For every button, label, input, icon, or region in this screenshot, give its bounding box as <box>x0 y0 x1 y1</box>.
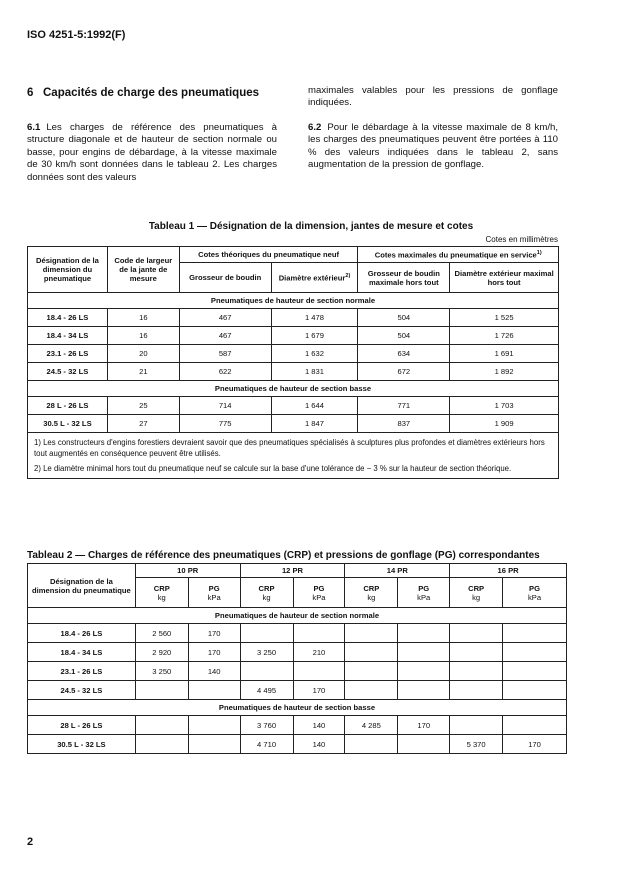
table1-rows-normal <box>28 309 559 381</box>
table1 <box>27 246 559 479</box>
paragraph-6-2 <box>308 122 558 172</box>
pg-header <box>503 578 567 608</box>
table-cell: 672 <box>358 363 450 381</box>
pg-header <box>293 578 345 608</box>
row-designation: 24.5 - 32 LS <box>28 681 136 700</box>
crp-header-unit: kg <box>472 592 481 602</box>
table1-sub-diameter-text: Diamètre extérieur <box>278 273 346 283</box>
paragraph-6-1-continued: maximales valables pour les pressions de gonflage indiquées. <box>308 85 558 109</box>
pg-header <box>398 578 450 608</box>
table-cell: 1 726 <box>450 327 559 345</box>
table-cell <box>398 681 450 700</box>
table-cell: 837 <box>358 415 450 433</box>
table1-section-low: Pneumatiques de hauteur de section basse <box>28 381 559 397</box>
row-designation: 28 L - 26 LS <box>28 716 136 735</box>
table-cell: 622 <box>179 363 271 381</box>
table-cell <box>398 624 450 643</box>
row-designation: 28 L - 26 LS <box>28 397 108 415</box>
table-cell: 504 <box>358 309 450 327</box>
table-cell <box>345 735 398 754</box>
table-cell <box>188 681 240 700</box>
paragraph-6-1-text: Les charges de référence des pneumatiques à structure diagonale et de hauteur de section normale ou basse, pour engins de débardage, à la vitesse maximale de 30 km/h sont données dans le tableau 2. Les charges données sont des valeurs <box>27 122 277 183</box>
table-cell: 140 <box>293 735 345 754</box>
table-cell: 4 285 <box>345 716 398 735</box>
pg-header-unit: kPa <box>207 592 221 602</box>
table1-sub-width-max: Grosseur de boudin maximale hors tout <box>358 263 450 293</box>
table1-group-service <box>358 247 559 263</box>
row-designation: 23.1 - 26 LS <box>28 662 136 681</box>
table1-section-normal: Pneumatiques de hauteur de section normale <box>28 293 559 309</box>
table2-group-12pr: 12 PR <box>240 564 345 578</box>
crp-header-label: CRP <box>153 583 170 593</box>
table-cell: 170 <box>188 643 240 662</box>
pg-header-label: PG <box>529 583 541 593</box>
table-cell <box>345 624 398 643</box>
row-designation: 24.5 - 32 LS <box>28 363 108 381</box>
table-cell: 634 <box>358 345 450 363</box>
section-title <box>27 87 259 99</box>
pg-header-unit: kPa <box>417 592 431 602</box>
table1-group-service-footnote: 1) <box>536 249 542 256</box>
table1-sub-diameter-max: Diamètre extérieur maximal hors tout <box>450 263 559 293</box>
table-cell <box>240 624 293 643</box>
table2-rows-low <box>28 716 567 754</box>
table-cell <box>450 643 503 662</box>
table1-col-rim: Code de largeur de la jante de mesure <box>107 247 179 293</box>
table-cell <box>450 681 503 700</box>
crp-header-label: CRP <box>468 583 485 593</box>
table-row <box>28 716 567 735</box>
row-designation: 18.4 - 34 LS <box>28 643 136 662</box>
table-cell: 1 478 <box>271 309 358 327</box>
table-cell <box>345 643 398 662</box>
table-cell <box>450 662 503 681</box>
document-header: ISO 4251-5:1992(F) <box>27 29 126 41</box>
table-cell: 775 <box>179 415 271 433</box>
paragraph-6-2-number: 6.2 <box>308 122 322 133</box>
pg-header-unit: kPa <box>312 592 326 602</box>
pg-header-label: PG <box>208 583 220 593</box>
paragraph-6-1 <box>27 122 277 184</box>
crp-header-unit: kg <box>367 592 376 602</box>
crp-header-unit: kg <box>157 592 166 602</box>
pg-header <box>188 578 240 608</box>
table2-caption: Tableau 2 — Charges de référence des pneumatiques (CRP) et pressions de gonflage (PG) correspondantes <box>27 550 540 561</box>
table2-rows-normal <box>28 624 567 700</box>
table-cell: 170 <box>503 735 567 754</box>
table-cell: 3 250 <box>135 662 188 681</box>
table-cell: 1 892 <box>450 363 559 381</box>
table-cell <box>345 662 398 681</box>
table-cell <box>503 681 567 700</box>
table2-group-10pr: 10 PR <box>135 564 240 578</box>
table-cell: 20 <box>107 345 179 363</box>
table1-notes <box>28 433 559 479</box>
table1-group-service-text: Cotes maximales du pneumatique en service <box>374 250 537 260</box>
table-cell: 140 <box>188 662 240 681</box>
table-cell: 2 560 <box>135 624 188 643</box>
table-cell <box>450 624 503 643</box>
table-row <box>28 735 567 754</box>
row-designation: 18.4 - 26 LS <box>28 624 136 643</box>
table-cell: 3 250 <box>240 643 293 662</box>
table-row <box>28 363 559 381</box>
table-cell: 2 920 <box>135 643 188 662</box>
row-designation: 18.4 - 34 LS <box>28 327 108 345</box>
table-cell: 4 495 <box>240 681 293 700</box>
table-cell: 16 <box>107 327 179 345</box>
table-cell <box>398 662 450 681</box>
table-cell: 1 909 <box>450 415 559 433</box>
crp-header <box>345 578 398 608</box>
table-cell: 21 <box>107 363 179 381</box>
pg-header-unit: kPa <box>527 592 542 602</box>
table-cell: 170 <box>293 681 345 700</box>
table-row <box>28 415 559 433</box>
table-cell: 1 831 <box>271 363 358 381</box>
table-cell <box>398 643 450 662</box>
table-cell <box>398 735 450 754</box>
table2 <box>27 563 567 754</box>
table-cell <box>503 662 567 681</box>
paragraph-6-1-number: 6.1 <box>27 122 41 133</box>
table1-col-designation: Désignation de la dimension du pneumatique <box>28 247 108 293</box>
table-cell: 3 760 <box>240 716 293 735</box>
table-cell <box>135 716 188 735</box>
crp-header <box>450 578 503 608</box>
table-cell: 587 <box>179 345 271 363</box>
table-cell: 504 <box>358 327 450 345</box>
table-cell: 1 847 <box>271 415 358 433</box>
table-cell: 27 <box>107 415 179 433</box>
table-cell <box>188 735 240 754</box>
table-cell: 1 679 <box>271 327 358 345</box>
table-cell: 1 691 <box>450 345 559 363</box>
table-row <box>28 681 567 700</box>
table-cell: 467 <box>179 309 271 327</box>
table2-section-low: Pneumatiques de hauteur de section basse <box>28 700 567 716</box>
table-row <box>28 327 559 345</box>
table-cell <box>293 662 345 681</box>
paragraph-6-2-text: Pour le débardage à la vitesse maximale de 8 km/h, les charges des pneumatiques peuvent être portées à 110 % des valeurs indiquées dans le tableau 2, sans augmentation de la pression de gonflage. <box>308 122 558 171</box>
table-cell <box>135 681 188 700</box>
table-cell: 170 <box>398 716 450 735</box>
table-row <box>28 624 567 643</box>
crp-header-unit: kg <box>262 592 271 602</box>
table1-sub-diameter <box>271 263 358 293</box>
table-row <box>28 345 559 363</box>
table-row <box>28 309 559 327</box>
table-row <box>28 397 559 415</box>
table2-col-designation: Désignation de la dimension du pneumatique <box>28 564 136 608</box>
pg-header-label: PG <box>418 583 430 593</box>
table2-group-14pr: 14 PR <box>345 564 450 578</box>
page-number: 2 <box>27 836 34 848</box>
table-cell: 1 644 <box>271 397 358 415</box>
table-cell: 4 710 <box>240 735 293 754</box>
table-cell <box>503 716 567 735</box>
table-cell: 467 <box>179 327 271 345</box>
crp-header-label: CRP <box>258 583 275 593</box>
table-row <box>28 643 567 662</box>
table-cell <box>240 662 293 681</box>
table2-group-16pr: 16 PR <box>450 564 567 578</box>
table-cell: 1 632 <box>271 345 358 363</box>
row-designation: 23.1 - 26 LS <box>28 345 108 363</box>
crp-header-label: CRP <box>363 583 380 593</box>
table1-group-new: Cotes théoriques du pneumatique neuf <box>179 247 358 263</box>
table1-rows-low <box>28 397 559 433</box>
table-cell <box>503 624 567 643</box>
row-designation: 30.5 L - 32 LS <box>28 415 108 433</box>
table-cell: 25 <box>107 397 179 415</box>
table-cell: 140 <box>293 716 345 735</box>
table-cell <box>188 716 240 735</box>
pg-header-label: PG <box>313 583 325 593</box>
table-cell <box>450 716 503 735</box>
crp-header <box>240 578 293 608</box>
table-cell: 771 <box>358 397 450 415</box>
table-cell <box>345 681 398 700</box>
table1-sub-diameter-footnote: 2) <box>345 272 351 279</box>
table-cell: 170 <box>188 624 240 643</box>
table-row <box>28 662 567 681</box>
table1-note-2: 2) Le diamètre minimal hors tout du pneumatique neuf se calcule sur la base d'une tolérance de − 3 % sur la hauteur de section théorique. <box>34 464 512 473</box>
section-number: 6 <box>27 87 34 99</box>
table-cell: 5 370 <box>450 735 503 754</box>
row-designation: 18.4 - 26 LS <box>28 309 108 327</box>
table-cell <box>135 735 188 754</box>
table1-sub-width: Grosseur de boudin <box>179 263 271 293</box>
table-cell: 1 525 <box>450 309 559 327</box>
table-cell: 210 <box>293 643 345 662</box>
table-cell <box>293 624 345 643</box>
table2-section-normal: Pneumatiques de hauteur de section normale <box>28 608 567 624</box>
row-designation: 30.5 L - 32 LS <box>28 735 136 754</box>
table-cell: 714 <box>179 397 271 415</box>
table-cell <box>503 643 567 662</box>
crp-header <box>135 578 188 608</box>
table1-caption: Tableau 1 — Désignation de la dimension, jantes de mesure et cotes <box>148 221 474 232</box>
table1-note-1: 1) Les constructeurs d'engins forestiers devraient savoir que des pneumatiques spécialisés à sculptures plus profondes et diamètres extérieurs hors tout augmentés en conséquence peuvent être utilisés. <box>34 438 545 458</box>
table1-unit: Cotes en millimètres <box>485 235 558 244</box>
table-cell: 16 <box>107 309 179 327</box>
section-title-text: Capacités de charge des pneumatiques <box>43 87 260 99</box>
table-cell: 1 703 <box>450 397 559 415</box>
